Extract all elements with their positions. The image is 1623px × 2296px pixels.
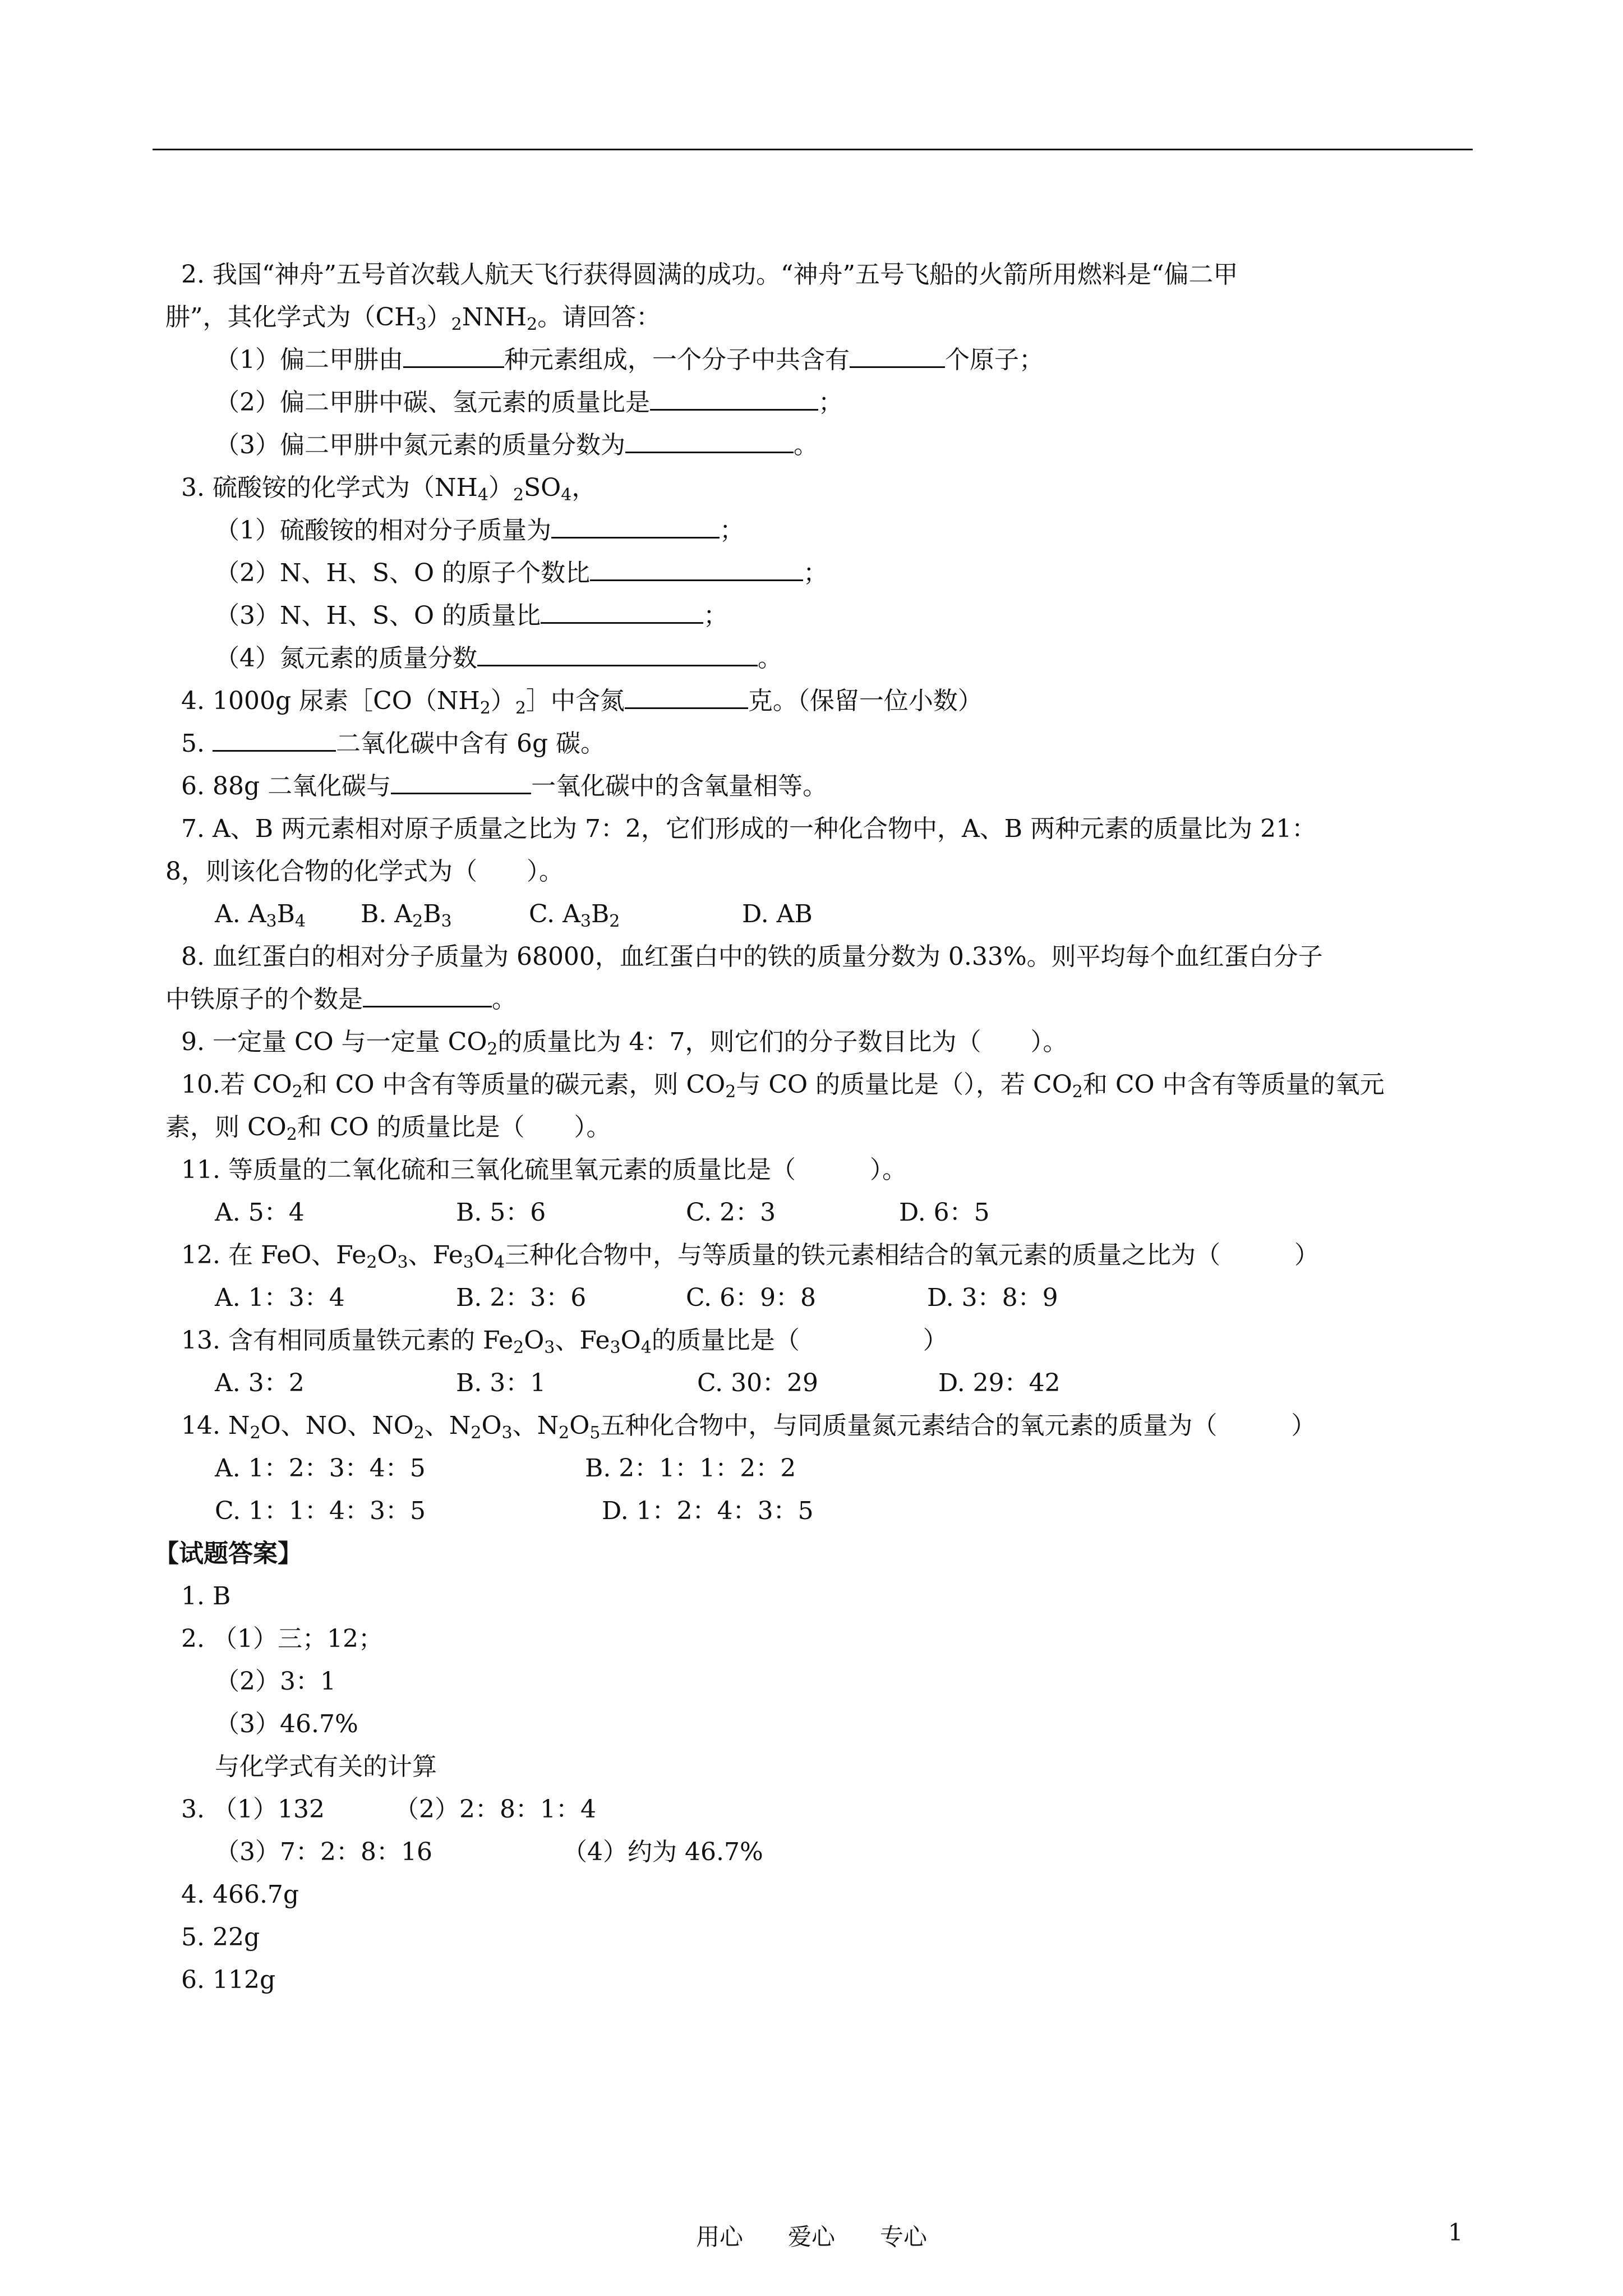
text: 8，则该化合物的化学式为（ ）。 [165,857,564,886]
answer-3-line-1: 3. （1）132 （2）2：8：1：4 [181,1795,596,1824]
text: ； [720,516,744,545]
option-c[interactable]: C. 6：9：8 [686,1283,817,1312]
option-d[interactable]: D. AB [742,900,813,928]
subscript: 2 [479,698,491,718]
question-3-sub-1 [165,509,1489,552]
question-11 [165,1149,1489,1191]
question-7-options [165,893,1489,936]
answer-2-line-4: 与化学式有关的计算 [215,1752,437,1781]
text: 3. 硫酸铵的化学式为（NH [181,473,478,502]
text: ） [490,687,515,715]
text: ］中含氮 [525,687,625,715]
page-footer [0,2219,1623,2252]
option-d[interactable]: D. 1：2：4：3：5 [602,1497,814,1525]
text: 4. 1000g 尿素［CO（NH [181,687,480,715]
footer-word: 专心 [880,2223,928,2251]
text: 素，则 CO [165,1113,287,1142]
option-b[interactable]: B. 5：6 [456,1198,546,1227]
question-4 [165,680,1489,723]
answer-5: 5. 22g [181,1923,260,1952]
option-c[interactable]: C. $A_3B_2$ [529,900,620,931]
subscript: 4 [477,485,488,505]
answers-heading: 【试题答案】 [154,1539,302,1568]
answer-3-line-2: （3）7：2：8：16 （4）约为 46.7% [215,1838,763,1866]
question-10-line-2 [165,1106,1489,1149]
option-a[interactable]: A. 1：3：4 [215,1283,345,1312]
text: 肼”，其化学式为（CH [165,303,416,332]
text: ； [818,388,843,417]
option-b[interactable]: B. $A_2B_3$ [361,900,452,931]
question-6 [165,765,1489,808]
answer-1: 1. B [181,1582,231,1611]
subscript: 2 [513,485,524,505]
text: 13. 含有相同质量铁元素的 Fe [181,1326,514,1355]
footer-word: 用心 [695,2223,743,2251]
option-a[interactable]: A. 5：4 [215,1198,305,1227]
question-8-line-2 [165,978,1489,1021]
text: （1）偏二甲肼由 [215,346,403,374]
text: （4）氮元素的质量分数 [215,644,477,673]
question-13-options [165,1362,1489,1405]
text: 。 [758,644,782,673]
text: 12. 在 FeO、Fe [181,1241,367,1269]
text: 5. [181,729,205,758]
subscript: 2 [515,698,526,718]
question-3-sub-2 [165,552,1489,595]
header-rule [153,149,1473,150]
subscript: 4 [561,485,572,505]
question-10-line-1 [165,1064,1489,1106]
option-b[interactable]: B. 2：1：1：2：2 [585,1454,796,1483]
footer-word: 爱心 [787,2223,835,2251]
text: 10.若 CO [181,1070,292,1099]
answer-blank[interactable] [551,514,720,539]
subscript: 2 [451,315,462,334]
question-12: 12. 在 FeO、$Fe_2O_3$、$Fe_3O_4$三种化合物中，与等质量的铁元素相结合的氧元素的质量之比为（ ） [181,1241,1320,1272]
answer-blank[interactable] [403,344,504,368]
subscript: 2 [725,1082,736,1102]
text: SO [524,473,561,502]
option-c[interactable]: C. 2：3 [686,1198,776,1227]
text: 种元素组成，一个分子中共含有 [504,346,850,374]
subscript: 2 [1072,1082,1083,1102]
question-13: 13. 含有相同质量铁元素的 $Fe_2O_3$、$Fe_3O_4$的质量比是（ ） [181,1326,948,1358]
answer-blank[interactable] [590,557,803,581]
text: 11. 等质量的二氧化硫和三氧化硫里氧元素的质量比是（ ）。 [181,1156,907,1184]
option-a[interactable]: A. 3：2 [215,1369,305,1397]
text: 和 CO 中含有等质量的氧元 [1082,1070,1385,1099]
question-12-options [165,1277,1489,1319]
answer-blank[interactable] [650,386,818,411]
answer-blank[interactable] [477,642,758,666]
subscript: 2 [487,1039,498,1059]
question-14-options-2 [165,1490,1489,1533]
text: （3）偏二甲肼中氮元素的质量分数为 [215,431,625,459]
question-3-sub-3 [165,595,1489,637]
document-body [154,254,1489,2001]
answer-blank[interactable] [363,983,492,1007]
text: 和 CO 的质量比是（ ）。 [297,1113,611,1142]
text: （2）偏二甲肼中碳、氢元素的质量比是 [215,388,650,417]
text: 。 [492,985,517,1014]
question-2-text: 2. 我国“神舟”五号首次载人航天飞行获得圆满的成功。“神舟”五号飞船的火箭所用燃料是“偏二甲 [181,260,1238,289]
text: ； [703,601,728,630]
answer-blank[interactable] [625,429,794,453]
text: 。请回答： [537,303,661,332]
question-2-sub-3 [165,424,1489,467]
text: 的质量比为 4：7，则它们的分子数目比为（ ）。 [497,1028,1068,1056]
text: 与 CO 的质量比是（），若 CO [736,1070,1072,1099]
answer-blank[interactable] [850,344,945,368]
question-3-line-1 [165,467,1489,509]
text: ， [571,473,597,502]
text: ） [488,473,513,502]
text: 14. N [181,1411,250,1440]
text: ） [426,303,451,332]
text: （2）N、H、S、O 的原子个数比 [215,559,591,587]
answer-blank[interactable] [541,600,703,624]
question-3-sub-4 [165,637,1489,680]
option-b[interactable]: B. 3：1 [456,1369,546,1397]
question-8-line-1 [165,936,1489,978]
answer-blank[interactable] [391,770,531,794]
text: 7. A、B 两元素相对原子质量之比为 7：2，它们形成的一种化合物中，A、B 两种元素的质量比为 21： [181,815,1317,843]
answer-6: 6. 112g [181,1966,276,1994]
subscript: 2 [286,1125,297,1144]
page-number: 1 [1448,2219,1463,2246]
text: 克。（保留一位小数） [748,687,983,715]
text: ； [803,559,828,587]
subscript: 3 [416,315,427,334]
answer-2-line-2: （2）3：1 [215,1667,336,1696]
answer-blank[interactable] [213,728,336,752]
option-a[interactable]: A. 1：2：3：4：5 [215,1454,426,1483]
question-14-options-1 [165,1447,1489,1490]
text: 一氧化碳中的含氧量相等。 [531,772,828,800]
text: 9. 一定量 CO 与一定量 CO [181,1028,487,1056]
text: （3）N、H、S、O 的质量比 [215,601,541,630]
answer-4: 4. 466.7g [181,1880,299,1909]
text: 二氧化碳中含有 6g 碳。 [335,729,606,758]
question-9 [165,1021,1489,1064]
option-d[interactable]: D. 6：5 [899,1198,990,1227]
option-c[interactable]: C. 1：1：4：3：5 [215,1497,426,1525]
text: NNH [462,303,527,332]
question-11-options [165,1191,1489,1234]
option-d[interactable]: D. 3：8：9 [927,1283,1058,1312]
subscript: 2 [527,315,538,334]
answer-blank[interactable] [625,685,748,709]
question-5 [165,723,1489,765]
question-2-sub-1 [165,339,1489,381]
text: 中铁原子的个数是 [165,985,363,1014]
option-c[interactable]: C. 30：29 [697,1369,819,1397]
text: 。 [794,431,818,459]
question-2-line-2 [165,296,1489,339]
question-7-line-2 [165,850,1489,893]
text: 8. 血红蛋白的相对分子质量为 68000，血红蛋白中的铁的质量分数为 0.33%。则平均每个血红蛋白分子 [181,942,1323,971]
question-14: 14. $N_2O$、NO、$NO_2$、$N_2O_3$、$N_2O_5$五种化合物中，与同质量氮元素结合的氧元素的质量为（ ） [181,1411,1316,1443]
answer-2-line-3: （3）46.7% [215,1710,358,1738]
option-b[interactable]: B. 2：3：6 [456,1283,587,1312]
text: （1）硫酸铵的相对分子质量为 [215,516,551,545]
answer-2-line-1: 2. （1）三；12； [181,1625,383,1653]
option-d[interactable]: D. 29：42 [938,1369,1061,1397]
question-2-line-1 [165,254,1489,296]
question-7-line-1 [165,808,1489,850]
text: 个原子； [945,346,1044,374]
option-a[interactable]: A. $A_3B_4$ [215,900,306,931]
subscript: 2 [292,1082,303,1102]
text: 6. 88g 二氧化碳与 [181,772,391,800]
question-2-sub-2 [165,381,1489,424]
text: 和 CO 中含有等质量的碳元素，则 CO [302,1070,726,1099]
